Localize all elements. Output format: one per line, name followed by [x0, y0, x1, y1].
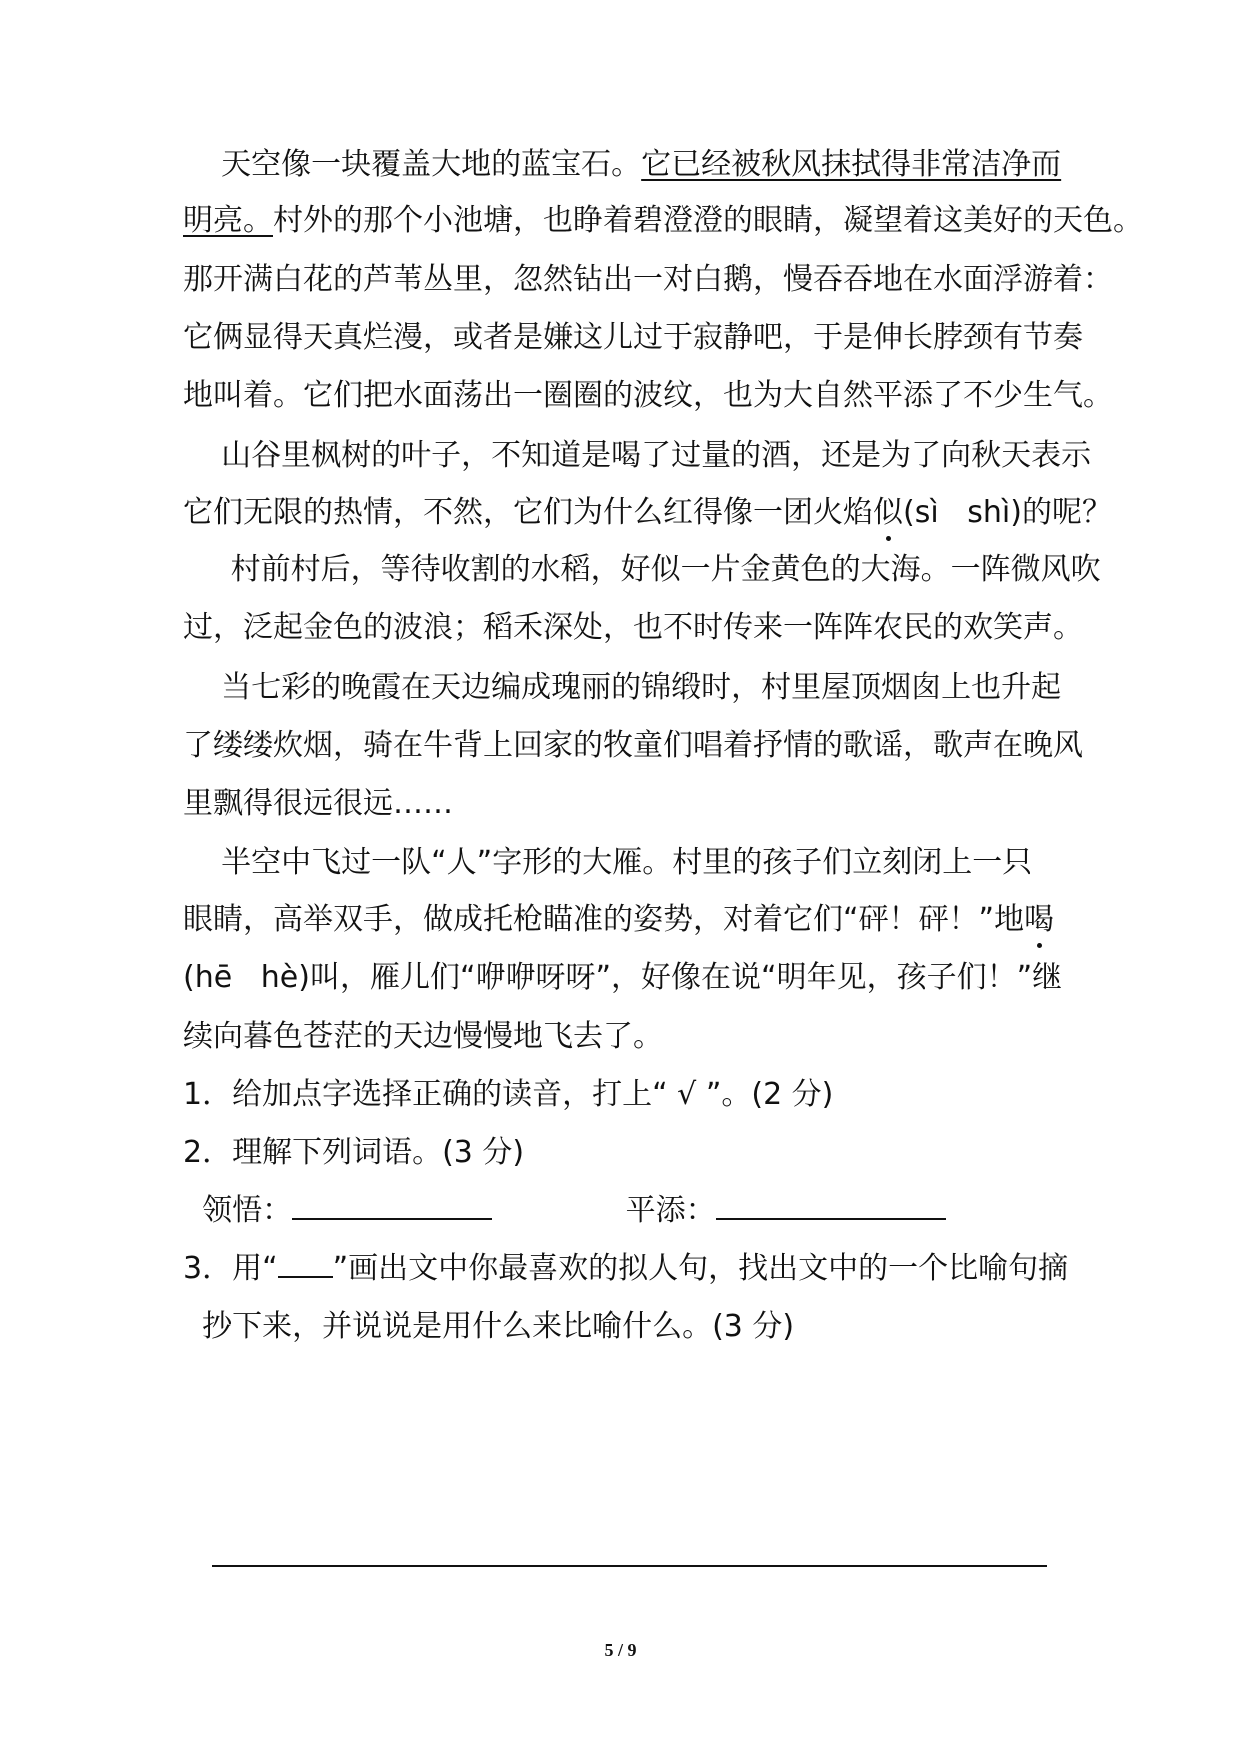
text-line [183, 550, 1101, 590]
fill-in-blank[interactable] [292, 1217, 492, 1220]
text-line [183, 201, 1143, 241]
fill-in-blank[interactable] [716, 1217, 946, 1220]
fill-in-blank[interactable] [278, 1275, 333, 1278]
text-segment: (hē hè)叫，雁儿们“咿咿呀呀”，好像在说“明年见，孩子们！”继 [183, 960, 1063, 995]
text-segment: 山谷里枫树的叶子，不知道是喝了过量的酒，还是为了向秋天表示 [183, 438, 1092, 473]
answer-line[interactable] [212, 1565, 1047, 1567]
text-segment: 那开满白花的芦苇丛里，忽然钻出一对白鹅，慢吞吞地在水面浮游着： [183, 262, 1113, 297]
text-line [183, 1075, 833, 1115]
text-line [183, 493, 1112, 533]
text-line [183, 843, 1032, 883]
text-segment: 2．理解下列词语。(3 分) [183, 1135, 525, 1170]
text-line [183, 900, 1054, 940]
text-segment: 平添： [492, 1193, 716, 1228]
text-line [183, 668, 1061, 708]
text-line [183, 784, 453, 824]
text-segment: 3．用“ [183, 1251, 278, 1286]
text-line [183, 726, 1083, 766]
dotted-character: 似 [873, 493, 903, 533]
underlined-text: 明亮。 [183, 203, 273, 238]
text-segment: 地叫着。它们把水面荡出一圈圈的波纹，也为大自然平添了不少生气。 [183, 378, 1113, 413]
underlined-text: 它已经被秋风抹拭得非常洁净而 [641, 147, 1062, 182]
text-line [183, 318, 1083, 358]
dotted-character: 喝 [1024, 900, 1054, 940]
text-segment: 它们无限的热情，不然，它们为什么红得像一团火焰 [183, 495, 873, 530]
text-line [183, 1017, 663, 1057]
text-line [183, 260, 1113, 300]
text-line [183, 436, 1091, 476]
text-segment: 村外的那个小池塘，也睁着碧澄澄的眼睛，凝望着这美好的天色。 [273, 203, 1143, 238]
text-segment: ”画出文中你最喜欢的拟人句，找出文中的一个比喻句摘 [332, 1251, 1069, 1286]
text-segment: 眼睛，高举双手，做成托枪瞄准的姿势，对着它们“砰！砰！”地 [183, 902, 1025, 937]
page-number: 5 / 9 [604, 1640, 637, 1660]
text-line [183, 608, 1083, 648]
text-segment: 半空中飞过一队“人”字形的大雁。村里的孩子们立刻闭上一只 [183, 845, 1033, 880]
text-line [183, 1133, 524, 1173]
text-segment: 抄下来，并说说是用什么来比喻什么。(3 分) [183, 1309, 795, 1344]
text-segment: 它俩显得天真烂漫，或者是嫌这儿过于寂静吧，于是伸长脖颈有节奏 [183, 320, 1083, 355]
text-segment: 里飘得很远很远…… [183, 786, 453, 821]
text-segment: 天空像一块覆盖大地的蓝宝石。 [183, 147, 642, 182]
text-segment: 领悟： [183, 1193, 293, 1228]
text-segment: 续向暮色苍茫的天边慢慢地飞去了。 [183, 1019, 663, 1054]
text-segment: 过，泛起金色的波浪；稻禾深处，也不时传来一阵阵农民的欢笑声。 [183, 610, 1083, 645]
text-segment: (sì shì)的呢？ [903, 495, 1112, 530]
text-line [183, 145, 1061, 185]
text-line [183, 376, 1113, 416]
text-line [183, 1307, 794, 1347]
text-segment: 当七彩的晚霞在天边编成瑰丽的锦缎时，村里屋顶烟囱上也升起 [183, 670, 1062, 705]
text-line [183, 1249, 1068, 1289]
text-segment: 1．给加点字选择正确的读音，打上“ √ ”。(2 分) [183, 1077, 834, 1112]
text-line [183, 1191, 946, 1231]
text-segment: 村前村后，等待收割的水稻，好似一片金黄色的大海。一阵微风吹 [183, 552, 1101, 587]
text-line [183, 958, 1062, 998]
text-segment: 了缕缕炊烟，骑在牛背上回家的牧童们唱着抒情的歌谣，歌声在晚风 [183, 728, 1083, 763]
